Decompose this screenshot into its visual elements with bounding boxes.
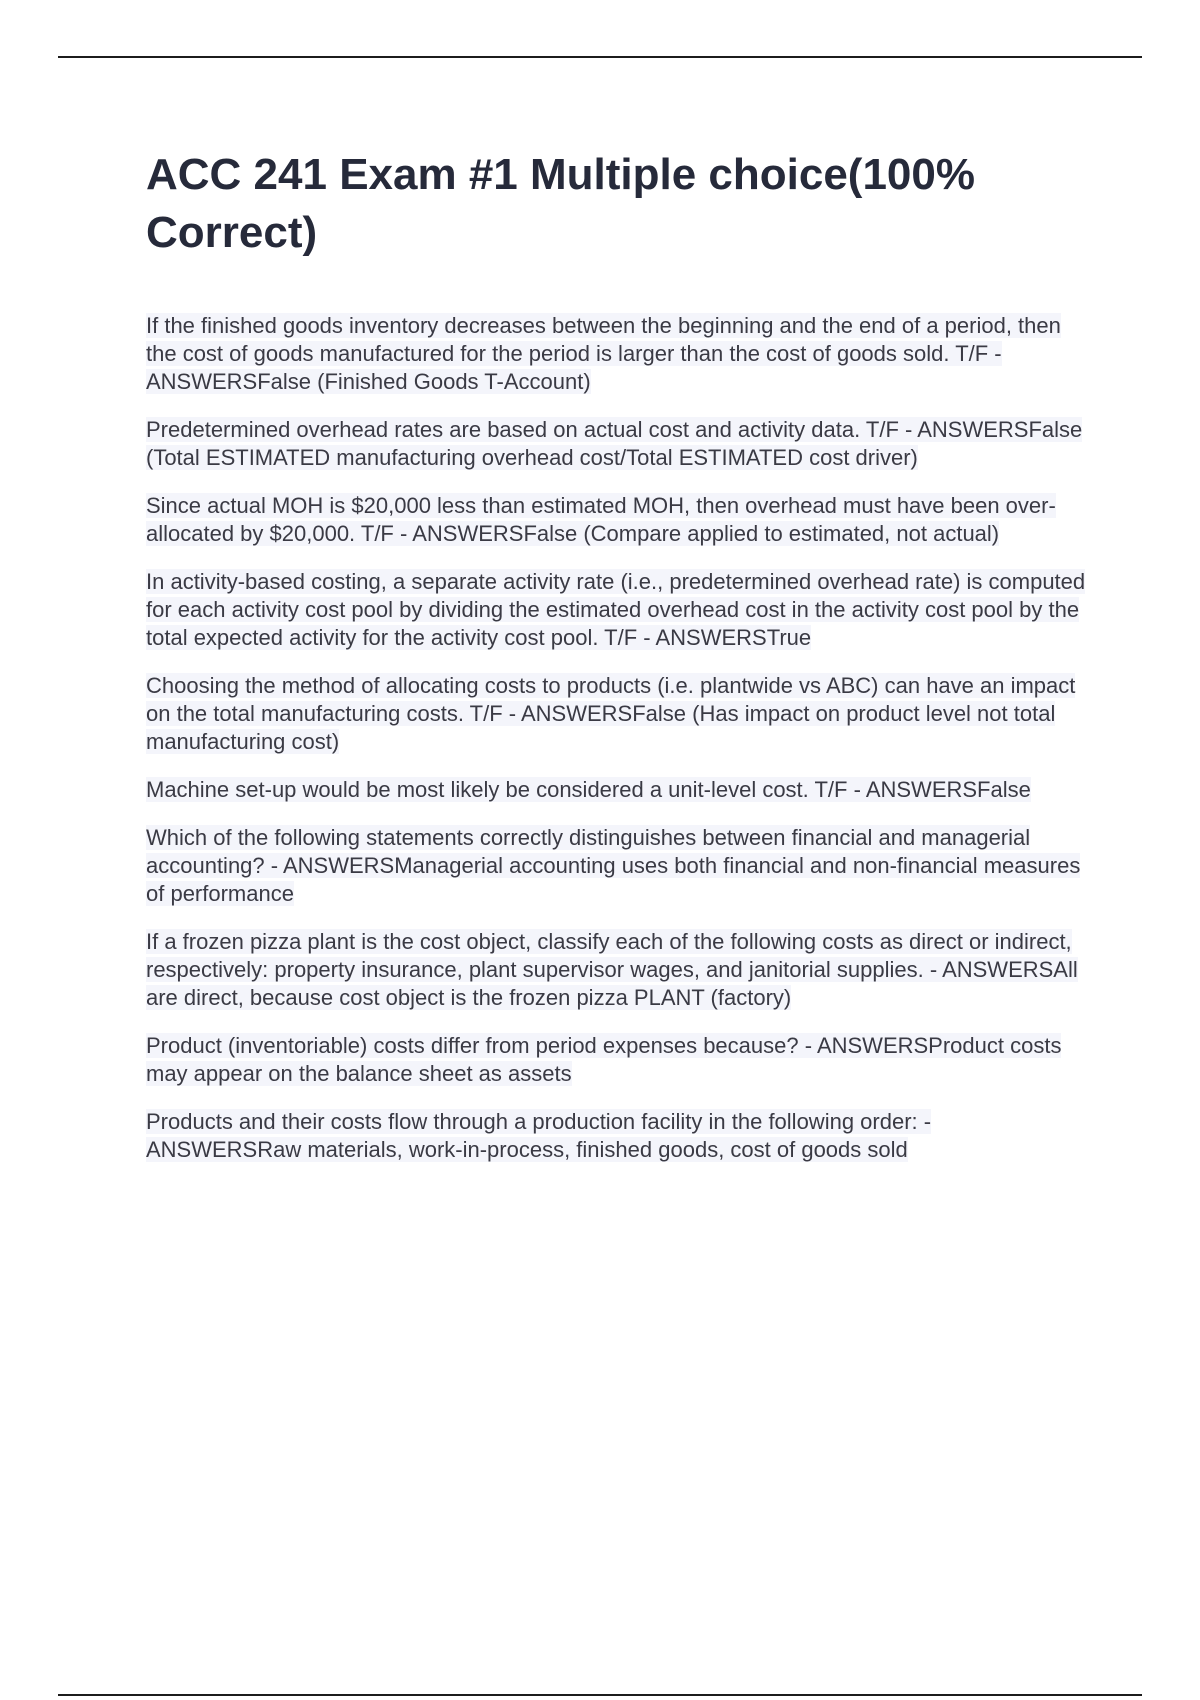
qa-text: Predetermined overhead rates are based on actual cost and activity data. T/F - ANSWERSFalse (Total ESTIMATED manufacturing overhead cost/Total ESTIMATED cost driver) [146, 417, 1083, 470]
qa-item [146, 1108, 1086, 1164]
qa-item [146, 416, 1086, 472]
qa-text: Choosing the method of allocating costs to products (i.e. plantwide vs ABC) can have an impact on the total manufacturing costs. T/F - ANSWERSFalse (Has impact on product level not total manufacturing cost) [146, 673, 1076, 754]
bottom-rule [58, 1694, 1142, 1696]
qa-list [146, 312, 1086, 1184]
page-title: ACC 241 Exam #1 Multiple choice(100% Correct) [146, 150, 975, 257]
qa-item [146, 672, 1086, 756]
qa-item [146, 824, 1086, 908]
qa-item [146, 312, 1086, 396]
qa-text: In activity-based costing, a separate activity rate (i.e., predetermined overhead rate) is computed for each activity cost pool by dividing the estimated overhead cost in the activity cost pool by the total expected activity for the activity cost pool. T/F - ANSWERSTrue [146, 569, 1086, 650]
qa-text: If the finished goods inventory decreases between the beginning and the end of a period, then the cost of goods manufactured for the period is larger than the cost of goods sold. T/F - ANSWERSFalse (Finished Goods T-Account) [146, 313, 1061, 394]
qa-item [146, 568, 1086, 652]
qa-item [146, 776, 1086, 804]
qa-text: Which of the following statements correctly distinguishes between financial and managerial accounting? - ANSWERSManagerial accounting uses both financial and non-financial measures of performance [146, 825, 1081, 906]
qa-item [146, 1032, 1086, 1088]
qa-text: If a frozen pizza plant is the cost object, classify each of the following costs as direct or indirect, respectively: property insurance, plant supervisor wages, and janitorial supplies. - ANSWERSAll are direct, because cost object is the frozen pizza PLANT (factory) [146, 929, 1078, 1010]
qa-item [146, 928, 1086, 1012]
qa-text: Product (inventoriable) costs differ from period expenses because? - ANSWERSProduct costs may appear on the balance sheet as assets [146, 1033, 1062, 1086]
qa-text: Since actual MOH is $20,000 less than estimated MOH, then overhead must have been over-allocated by $20,000. T/F - ANSWERSFalse (Compare applied to estimated, not actual) [146, 493, 1056, 546]
qa-item [146, 492, 1086, 548]
top-rule [58, 56, 1142, 58]
qa-text: Products and their costs flow through a production facility in the following order: - ANSWERSRaw materials, work-in-process, finished goods, cost of goods sold [146, 1109, 932, 1162]
qa-text: Machine set-up would be most likely be considered a unit-level cost. T/F - ANSWERSFalse [146, 777, 1031, 802]
